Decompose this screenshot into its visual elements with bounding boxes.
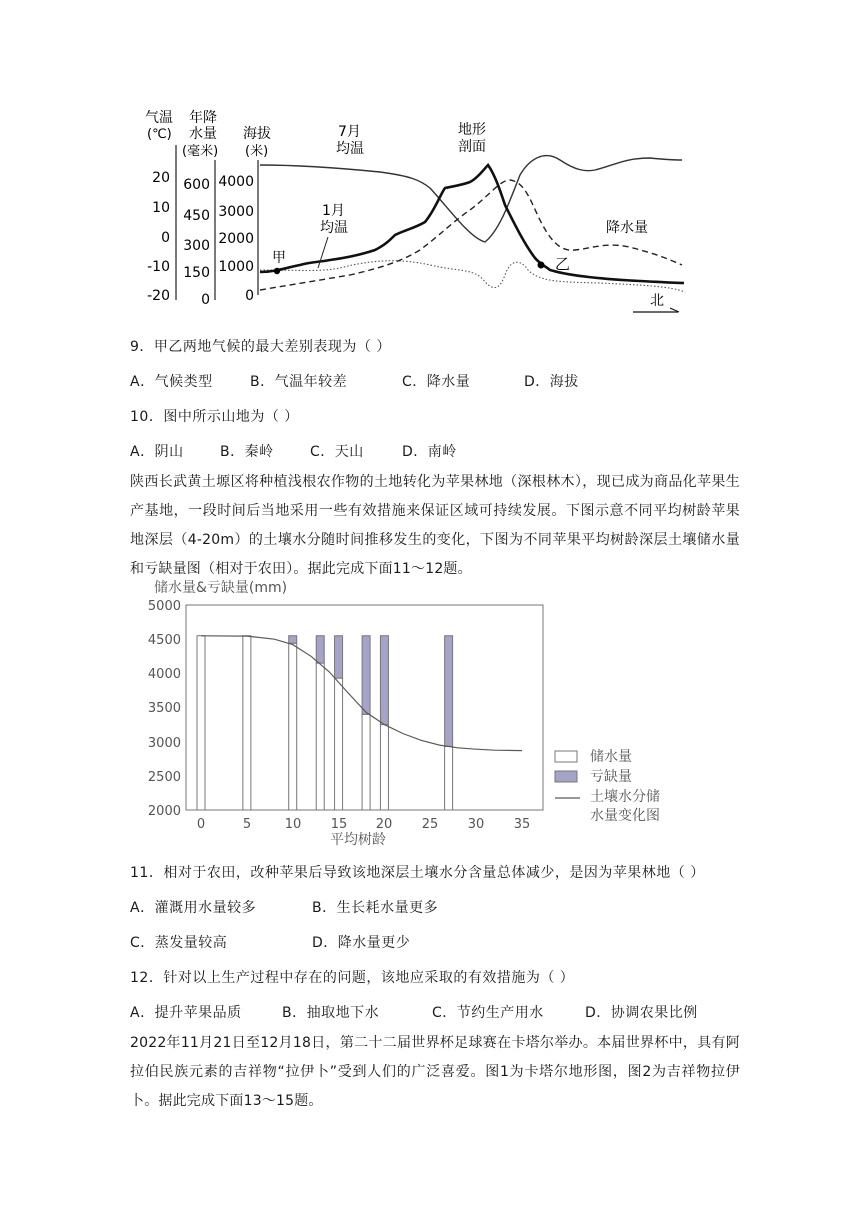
temp-tick: -20 <box>147 288 170 304</box>
temp-ticks <box>147 170 170 304</box>
temp-tick: 10 <box>152 200 170 216</box>
bars-group <box>197 636 453 810</box>
terrain-label-1: 地形 <box>458 122 486 138</box>
legend-storage-swatch <box>555 751 577 762</box>
altitude-tick: 2000 <box>218 231 254 247</box>
jan-temp-label-1: 1月 <box>322 203 345 219</box>
mountain-profile-figure <box>0 0 860 330</box>
storage-bar <box>362 714 370 810</box>
temp-tick: -10 <box>147 259 170 275</box>
passage-apple-orchard: 陕西长武黄土塬区将种植浅根农作物的土地转化为苹果林地（深根林木），现已成为商品化苹果生产基地，一段时间后当地采用一些有效措施来保证区域可持续发展。下图示意不同平均树龄苹果地深层（4-20m）的土壤水分随时间推移发生的变化，下图为不同苹果平均树龄深层土壤储水量和亏缺量图（相对于农田）。据此完成下面11～12题。 <box>130 474 740 577</box>
storage-bar <box>289 643 297 810</box>
y-tick-label: 3500 <box>147 701 181 716</box>
question-11-option-d: D．降水量更少 <box>312 935 411 951</box>
january-temp-curve <box>260 261 685 292</box>
question-12-option-d: D．协调农果比例 <box>585 1005 698 1021</box>
question-9-option-a: A．气候类型 <box>130 374 213 390</box>
precip-tick: 450 <box>183 208 210 224</box>
x-tick-label: 20 <box>375 817 393 832</box>
altitude-axis-title: 海拔 <box>243 126 271 142</box>
altitude-tick: 0 <box>245 288 254 304</box>
north-label: 北 <box>650 293 664 309</box>
storage-bar <box>197 636 205 810</box>
legend-deficit-label: 亏缺量 <box>590 769 632 785</box>
x-tick-label: 10 <box>284 817 302 832</box>
precip-tick: 300 <box>183 238 210 254</box>
temp-tick: 20 <box>152 170 170 186</box>
temp-axis-unit: (℃) <box>147 127 172 142</box>
legend-curve-label-1: 土壤水分储 <box>590 789 660 805</box>
precip-ticks <box>183 177 210 308</box>
temp-axis-title: 气温 <box>145 110 173 126</box>
altitude-tick: 1000 <box>218 259 254 275</box>
question-9-option-b: B．气温年较差 <box>250 374 348 390</box>
storage-bar <box>316 663 324 810</box>
deficit-bar <box>380 636 388 725</box>
legend-curve-label-2: 水量变化图 <box>590 808 660 824</box>
precip-axis-title-2: 水量 <box>189 126 217 142</box>
question-11-option-c: C．蒸发量较高 <box>130 935 228 951</box>
jan-temp-label-2: 均温 <box>320 220 348 236</box>
storage-bar <box>380 725 388 810</box>
storage-bar <box>335 678 343 810</box>
point-jia-marker <box>274 268 280 274</box>
deficit-bar <box>289 636 297 644</box>
question-12-option-b: B．抽取地下水 <box>282 1005 380 1021</box>
question-9-option-d: D．海拔 <box>524 374 579 390</box>
july-temp-label-1: 7月 <box>338 124 361 140</box>
precip-axis-unit: (毫米) <box>182 144 219 159</box>
question-10-option-a: A．阴山 <box>130 444 184 460</box>
x-tick-label: 0 <box>196 817 206 832</box>
precip-curve-label: 降水量 <box>606 220 648 236</box>
precip-tick: 0 <box>201 292 210 308</box>
question-10-option-b: B．秦岭 <box>220 444 274 460</box>
altitude-tick: 4000 <box>218 174 254 190</box>
deficit-bar <box>445 636 453 747</box>
july-temp-label-2: 均温 <box>336 141 364 157</box>
precip-tick: 600 <box>183 177 210 193</box>
temp-tick: 0 <box>161 230 170 246</box>
y-tick-label: 2500 <box>147 770 181 785</box>
y-tick-label: 3000 <box>147 736 181 751</box>
altitude-ticks <box>218 174 254 304</box>
chart-title: 储水量&亏缺量(mm) <box>154 580 288 596</box>
question-10-option-c: C．天山 <box>310 444 364 460</box>
question-10-option-d: D．南岭 <box>402 444 457 460</box>
x-tick-label: 15 <box>330 817 348 832</box>
y-tick-label: 5000 <box>147 599 181 614</box>
jan-temp-leader <box>318 237 328 268</box>
x-tick-label: 30 <box>467 817 485 832</box>
precip-tick: 150 <box>183 265 210 281</box>
question-10-stem: 10．图中所示山地为（ ） <box>130 409 299 425</box>
point-jia-label: 甲 <box>272 250 286 266</box>
chart-xlabel: 平均树龄 <box>330 832 386 848</box>
precip-axis-title-1: 年降 <box>189 110 217 126</box>
x-tick-label: 5 <box>242 817 252 832</box>
deficit-bar <box>362 636 370 715</box>
terrain-label-2: 剖面 <box>458 139 486 155</box>
question-11-option-a: A．灌溉用水量较多 <box>130 900 257 916</box>
question-9-stem: 9．甲乙两地气候的最大差别表现为（ ） <box>130 339 391 355</box>
y-tick-label: 2000 <box>147 804 181 819</box>
passage-world-cup: 2022年11月21日至12月18日，第二十二届世界杯足球赛在卡塔尔举办。本届世界杯中，具有阿拉伯民族元素的吉祥物“拉伊卜”受到人们的广泛喜爱。图1为卡塔尔地形图，图2为吉祥物拉伊卜。据此完成下面13～15题。 <box>130 1035 740 1109</box>
question-11-stem: 11．相对于农田，改种苹果后导致该地深层土壤水分含量总体减少，是因为苹果林地（ ） <box>130 865 705 881</box>
question-9-option-c: C．降水量 <box>402 374 471 390</box>
y-tick-label: 4000 <box>147 667 181 682</box>
legend-storage-label: 储水量 <box>590 749 632 765</box>
x-tick-label: 25 <box>421 817 439 832</box>
question-12-option-c: C．节约生产用水 <box>432 1005 544 1021</box>
point-yi-label: 乙 <box>555 255 571 273</box>
point-yi-marker <box>538 262 545 269</box>
y-tick-label: 4500 <box>147 633 181 648</box>
question-12-stem: 12．针对以上生产过程中存在的问题，该地应采取的有效措施为（ ） <box>130 970 575 986</box>
altitude-tick: 3000 <box>218 204 254 220</box>
storage-bar <box>243 636 251 810</box>
x-tick-label: 35 <box>513 817 531 832</box>
altitude-axis-unit: (米) <box>245 144 269 159</box>
deficit-bar <box>335 636 343 678</box>
legend-deficit-swatch <box>555 771 577 782</box>
question-12-option-a: A．提升苹果品质 <box>130 1005 242 1021</box>
y-tick-labels <box>148 599 181 819</box>
storage-bar <box>445 746 453 810</box>
soil-water-chart <box>0 572 860 832</box>
deficit-bar <box>316 636 324 663</box>
question-11-option-b: B．生长耗水量更多 <box>312 900 439 916</box>
